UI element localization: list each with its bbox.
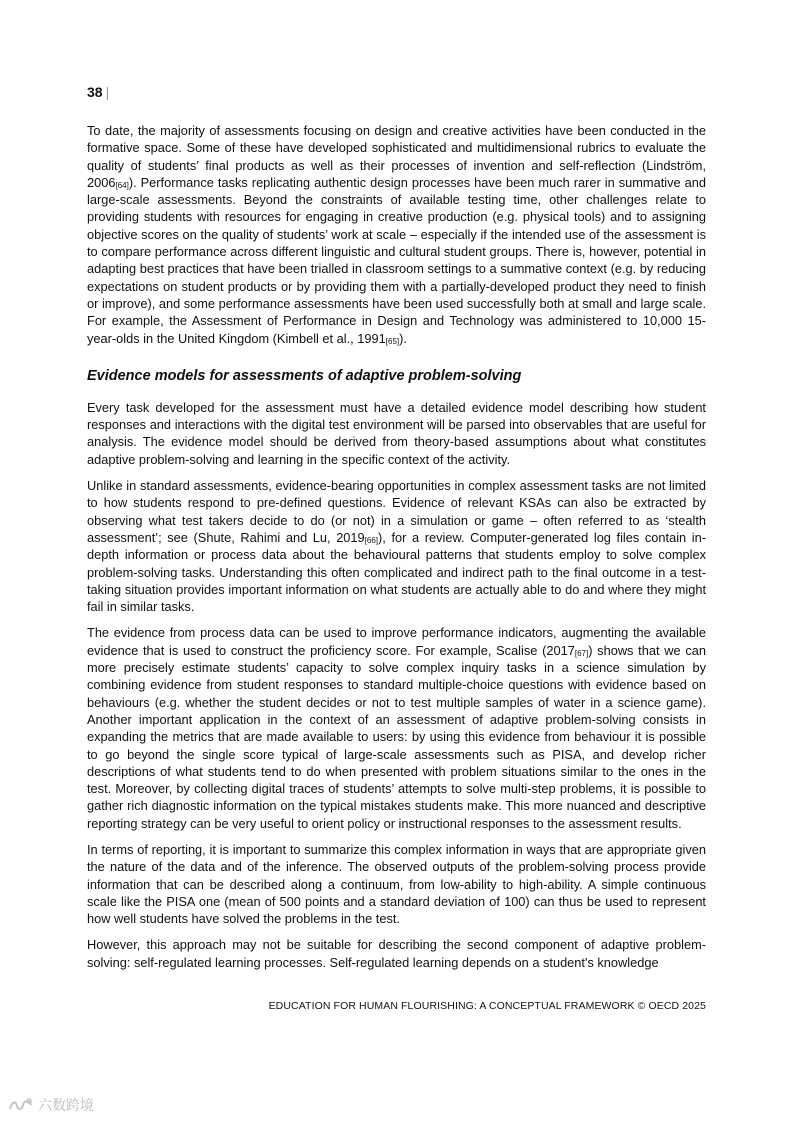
page-footer: EDUCATION FOR HUMAN FLOURISHING: A CONCEPTUAL FRAMEWORK © OECD 2025	[268, 1000, 706, 1012]
watermark-text: 六数跨境	[38, 1097, 94, 1113]
paragraph-text: ).	[399, 330, 407, 346]
paragraph-text: ) shows that we can more precisely estimate students’ capacity to solve complex inquiry tasks in a science simulation by combining evidence from student responses to standard multiple-choice questions with evidence based on behaviours (e.g. whether the student decides or not to test multiple samples of water in a science game). Another important application in the context of an assessment of adaptive problem-solving consists in expanding the metrics that are made available to users: by using this evidence from behaviour it is possible to go beyond the single score typical of large-scale assessments such as PISA, and develop richer descriptions of what students tend to do when presented with problem situations similar to the ones in the test. Moreover, by collecting digital traces of students’ attempts to solve multi-step problems, it is possible to gather rich diagnostic information on the typical mistakes students make. This more nuanced and descriptive reporting strategy can be very useful to orient policy or instructional responses to the assessment results.	[87, 642, 706, 831]
watermark-logo-icon	[8, 1097, 34, 1113]
paragraph	[87, 841, 706, 927]
citation-ref: [66]	[364, 535, 379, 545]
watermark	[8, 1095, 94, 1115]
section-heading: Evidence models for assessments of adaptive problem-solving	[87, 367, 522, 384]
paragraph-text: The evidence from process data can be used to improve performance indicators, augmenting the available evidence that is used to construct the proficiency score. For example, Scalise (2017	[87, 625, 706, 658]
page-number-separator: |	[105, 84, 110, 100]
paragraph	[87, 624, 706, 832]
paragraph-intro	[87, 122, 706, 347]
page-number-value: 38	[87, 84, 103, 100]
paragraph-text: In terms of reporting, it is important to summarize this complex information in ways that are appropriate given the nature of the data and of the inference. The observed outputs of the problem-solving process provide information that can be described along a continuum, from low-ability to high-ability. A simple continuous scale like the PISA one (mean of 500 points and a standard deviation of 100) can thus be used to represent how well students have solved the problems in the test.	[87, 841, 706, 927]
paragraph	[87, 477, 706, 615]
page-number	[87, 84, 109, 100]
paragraph	[87, 399, 706, 468]
citation-ref: [64]	[115, 180, 129, 190]
paragraph-text: ). Performance tasks replicating authentic design processes have been much rarer in summative and large-scale assessments. Beyond the constraints of available testing time, other challenges relate to providing students with resources for engaging in creative production (e.g. physical tools) and to assigning objective scores on the quality of students’ work at scale – especially if the intended use of the assessment is to compare performance across different linguistic and cultural student groups. There is, however, potential in adapting best practices that have been trialled in classroom settings to a summative context (e.g. by reducing expectations on student products or by providing them with a partially-developed product they need to finish or improve), and some performance assessments have been used successfully both at small and large scale. For example, the Assessment of Performance in Design and Technology was administered to 10,000 15-year-olds in the United Kingdom (Kimbell et al., 1991	[87, 174, 706, 346]
main-content	[87, 122, 706, 980]
paragraph-text: Unlike in standard assessments, evidence-bearing opportunities in complex assessment tasks are not limited to how students respond to pre-defined questions. Evidence of relevant KSAs can also be extracted by observing what test takers decide to do (or not) in a simulation or game – often referred to as ‘stealth assessment’; see (Shute, Rahimi and Lu, 2019	[87, 478, 706, 545]
citation-ref: [65]	[385, 336, 400, 346]
citation-ref: [67]	[574, 648, 589, 658]
paragraph-text: ), for a review. Computer-generated log files contain in-depth information or process data about the behavioural patterns that students employ to solve complex problem-solving tasks. Understanding this often complicated and indirect path to the final outcome in a test-taking situation provides important information on what students are actually able to do and where they might fail in similar tasks.	[87, 529, 706, 615]
paragraph-text: However, this approach may not be suitable for describing the second component of adaptive problem-solving: self-regulated learning processes. Self-regulated learning depends on a student's knowledge	[87, 937, 706, 970]
paragraph-text: To date, the majority of assessments focusing on design and creative activities have been conducted in the formative space. Some of these have developed sophisticated and multidimensional rubrics to evaluate the quality of students’ final products as well as their processes of invention and self-reflection (Lindström, 2006	[87, 123, 706, 190]
paragraph-text: Every task developed for the assessment must have a detailed evidence model describing how student responses and interactions with the digital test environment will be parsed into observables that are useful for analysis. The evidence model should be derived from theory-based assumptions about what constitutes adaptive problem-solving and learning in the specific context of the activity.	[87, 399, 706, 467]
paragraph	[87, 936, 706, 971]
